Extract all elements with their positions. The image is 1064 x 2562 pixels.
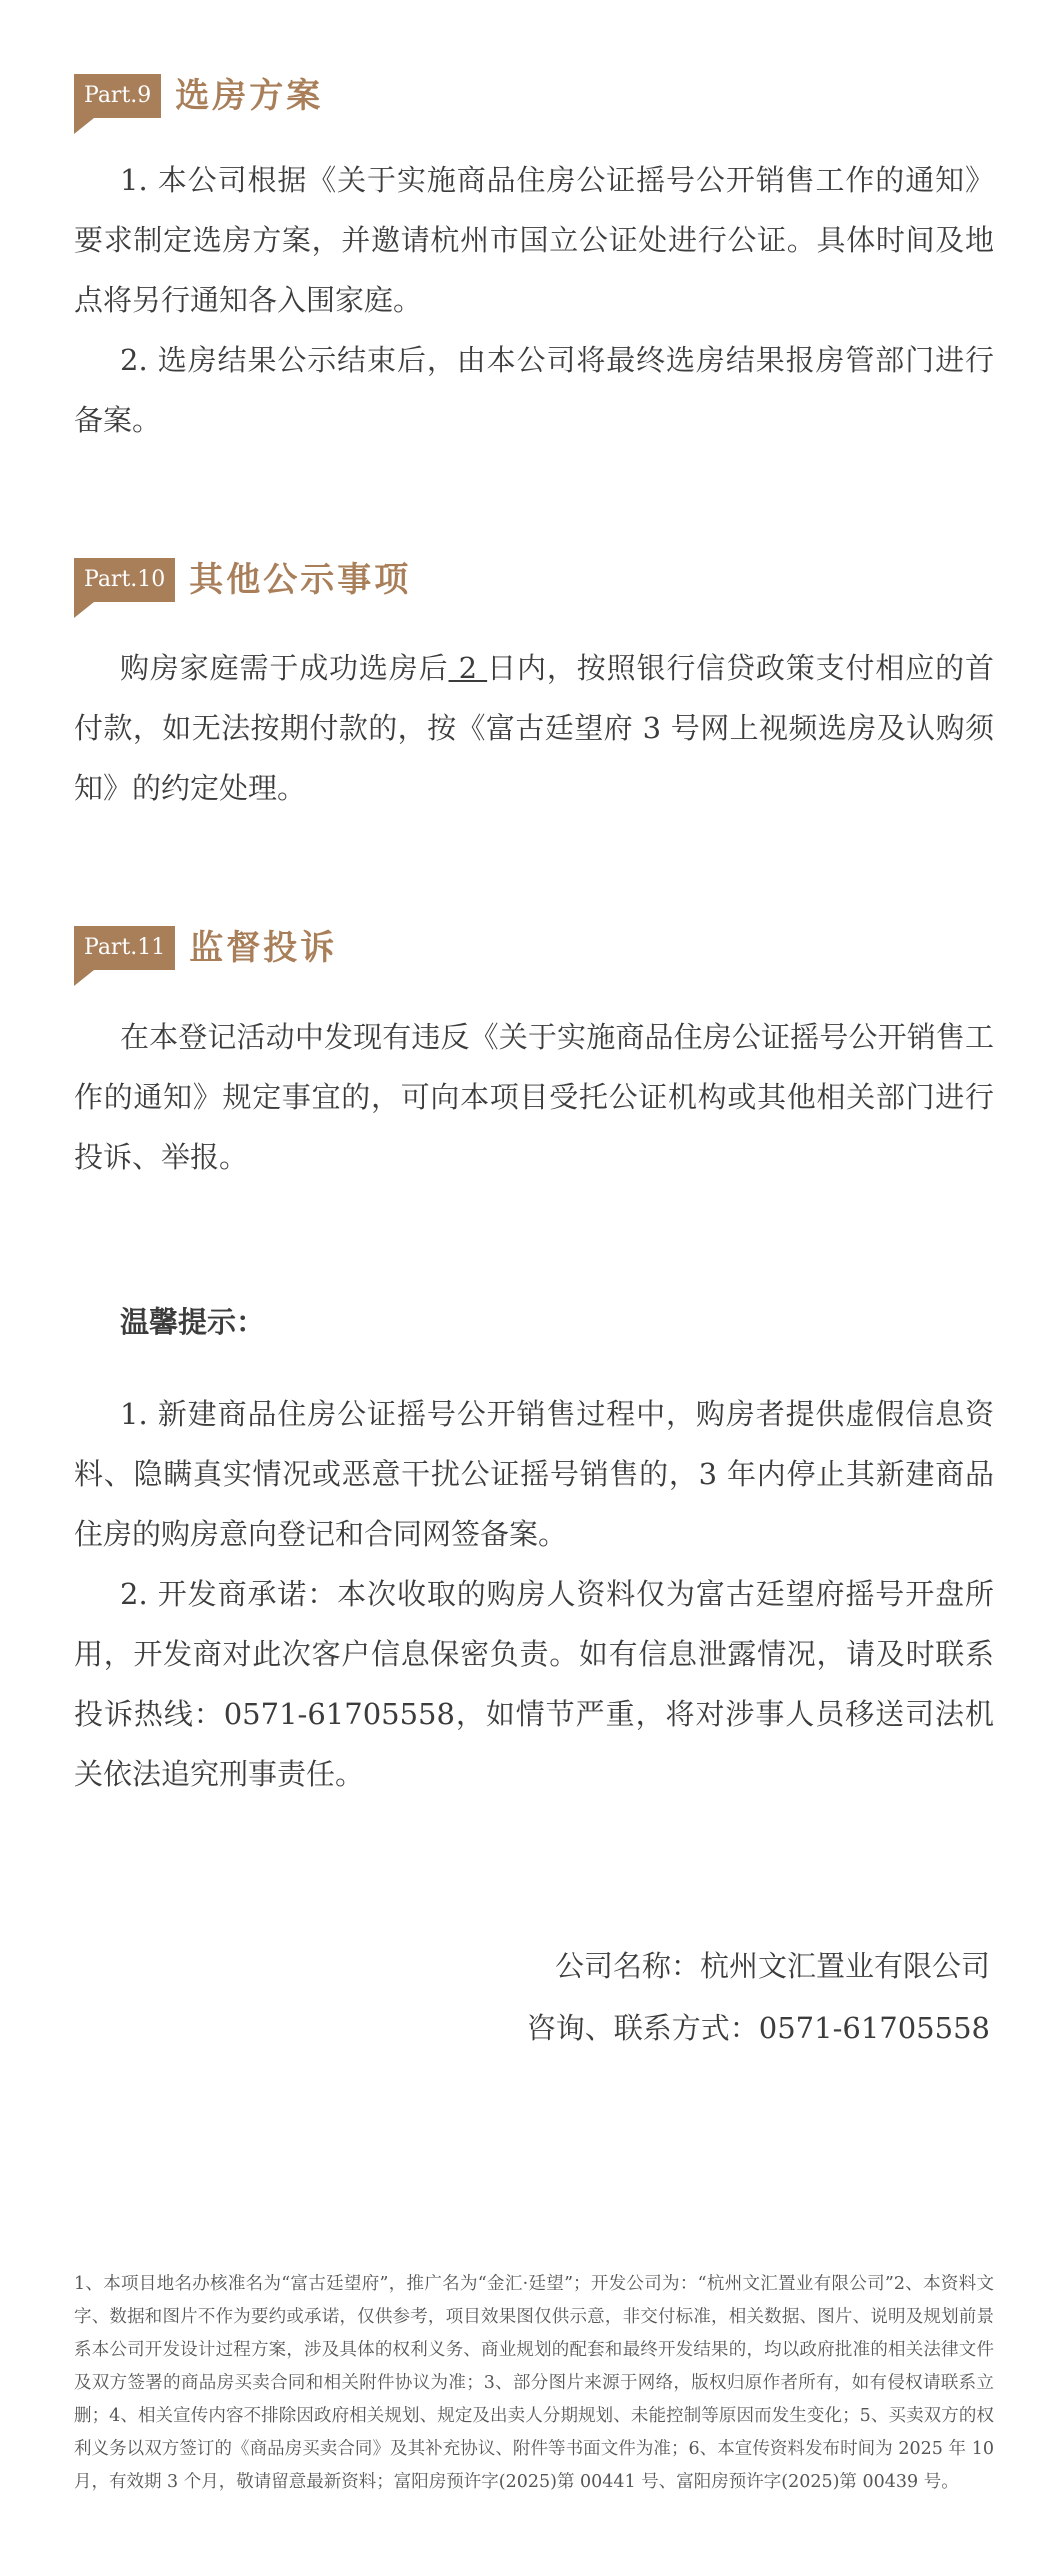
tips-paragraph-2: 2. 开发商承诺：本次收取的购房人资料仅为富古廷望府摇号开盘所用，开发商对此次客户信息保密负责。如有信息泄露情况，请及时联系投诉热线：0571-61705558，如情节严重，将对涉事人员移送司法机关依法追究刑事责任。 (74, 1577, 994, 1791)
tips-title: 温馨提示： (120, 1305, 266, 1339)
part10-days-value: 2 (448, 651, 488, 685)
part9-tag: Part.9 (74, 74, 161, 118)
part10-text-before: 购房家庭需于成功选房后 (120, 651, 449, 685)
company-contact: 咨询、联系方式：0571-61705558 (526, 2011, 990, 2045)
part9-paragraph-1: 1. 本公司根据《关于实施商品住房公证摇号公开销售工作的通知》要求制定选房方案，并邀请杭州市国立公证处进行公证。具体时间及地点将另行通知各入围家庭。 (74, 163, 994, 317)
part10-title: 其他公示事项 (189, 560, 412, 600)
part10-heading (74, 558, 411, 626)
part9-title: 选房方案 (175, 76, 324, 116)
part11-tag: Part.11 (74, 926, 175, 970)
part10-text-after: 日内，按照银行信贷政策支付相应的首付款，如无法按期付款的，按《富古廷望府 3 号网上视频选房及认购须知》的约定处理。 (74, 651, 994, 805)
part11-title: 监督投诉 (189, 928, 338, 968)
part9-heading (74, 74, 323, 142)
company-name: 公司名称：杭州文汇置业有限公司 (554, 1949, 990, 1983)
part11-heading (74, 926, 337, 994)
part11-paragraph: 在本登记活动中发现有违反《关于实施商品住房公证摇号公开销售工作的通知》规定事宜的，可向本项目受托公证机构或其他相关部门进行投诉、举报。 (74, 1020, 994, 1174)
part9-paragraph-2: 2. 选房结果公示结束后，由本公司将最终选房结果报房管部门进行备案。 (74, 343, 994, 437)
part10-paragraph (74, 638, 994, 818)
disclaimer-footnote: 1、本项目地名办核准名为“富古廷望府”，推广名为“金汇·廷望”；开发公司为：“杭州文汇置业有限公司”2、本资料文字、数据和图片不作为要约或承诺，仅供参考，项目效果图仅供示意，非交付标准，相关数据、图片、说明及规划前景系本公司开发设计过程方案，涉及具体的权利义务、商业规划的配套和最终开发结果的，均以政府批准的相关法律文件及双方签署的商品房买卖合同和相关附件协议为准；3、部分图片来源于网络，版权归原作者所有，如有侵权请联系立删；4、相关宣传内容不排除因政府相关规划、规定及出卖人分期规划、未能控制等原因而发生变化；5、买卖双方的权利义务以双方签订的《商品房买卖合同》及其补充协议、附件等书面文件为准；6、本宣传资料发布时间为 2025 年 10 月，有效期 3 个月，敬请留意最新资料；富阳房预许字(2025)第 00441 号、富阳房预许字(2025)第 00439 号。 (74, 2274, 994, 2492)
part10-tag: Part.10 (74, 558, 175, 602)
tips-paragraph-1: 1. 新建商品住房公证摇号公开销售过程中，购房者提供虚假信息资料、隐瞒真实情况或恶意干扰公证摇号销售的，3 年内停止其新建商品住房的购房意向登记和合同网签备案。 (74, 1397, 994, 1551)
